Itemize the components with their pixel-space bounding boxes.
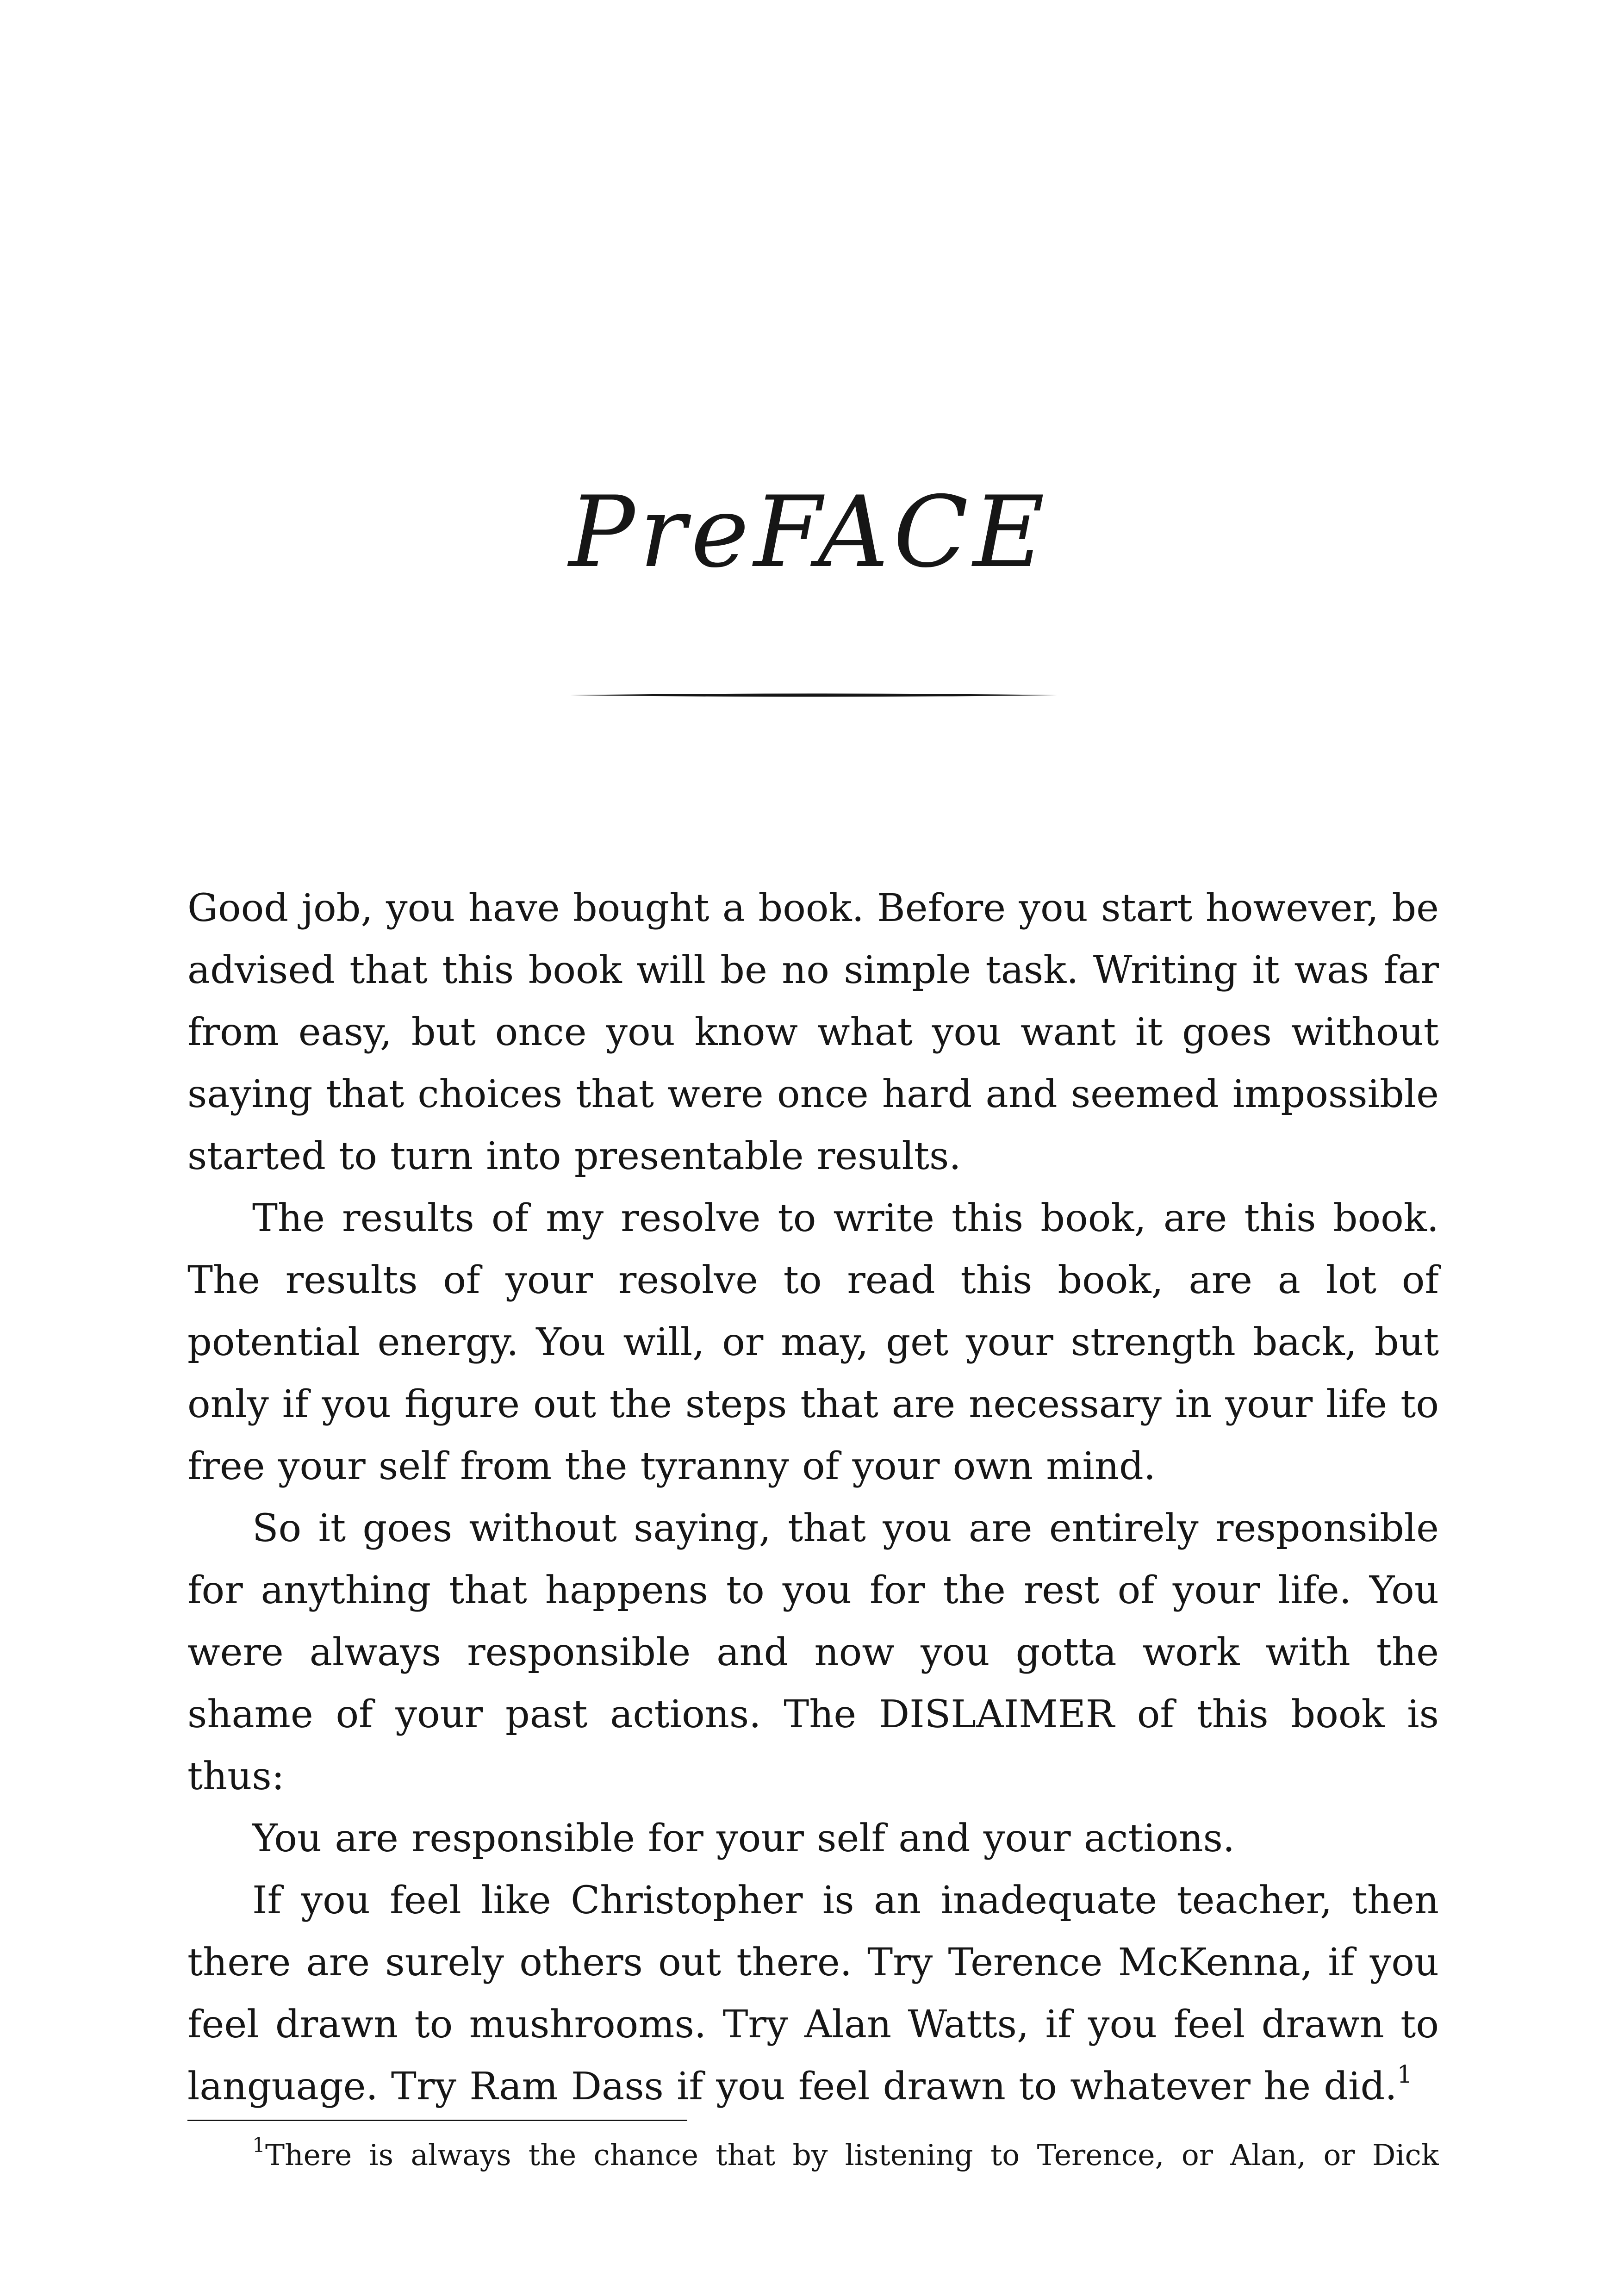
paragraph-5-text: If you feel like Christopher is an inadequate teacher, then there are surely others out there. Try Terence McKenna, if you feel drawn to mushrooms. Try Alan Watts, if you feel drawn to language. Try Ram Dass if you feel drawn to whatever he did. — [187, 1878, 1439, 2109]
paragraph-2: The results of my resolve to write this book, are this book. The results of your resolve to read this book, are a lot of potential energy. You will, or may, get your strength back, but only if you figure out the steps that are necessary in your life to free your self from the tyranny of your own mind. — [187, 1196, 1439, 1488]
footnote-text: There is always the chance that by listening to Terence, or Alan, or Dick — [265, 2138, 1439, 2172]
paragraph-3: So it goes without saying, that you are entirely responsible for anything that happens to you for the rest of your life. You were always responsible and now you gotta work with the shame of your past actions. The DISLAIMER of this book is thus: — [187, 1506, 1439, 1798]
footnote-divider — [187, 2120, 687, 2121]
title-divider-line — [570, 692, 1057, 698]
footnote-marker: 1 — [252, 2134, 265, 2157]
paragraph-1: Good job, you have bought a book. Before you start however, be advised that this book will be no simple task. Writing it was far from easy, but once you know what you want it goes without saying that choices that were once hard and seemed impossible started to turn into presentable results. — [187, 886, 1439, 1178]
paragraph-4: You are responsible for your self and your actions. — [252, 1816, 1235, 1860]
page-title: PreFACE — [568, 475, 1050, 589]
paragraph-5 — [187, 1869, 1439, 2117]
body-text — [187, 877, 1439, 2117]
footnote-reference[interactable]: 1 — [1397, 2061, 1413, 2089]
footnote — [187, 2134, 1439, 2176]
title-divider — [570, 692, 1057, 698]
